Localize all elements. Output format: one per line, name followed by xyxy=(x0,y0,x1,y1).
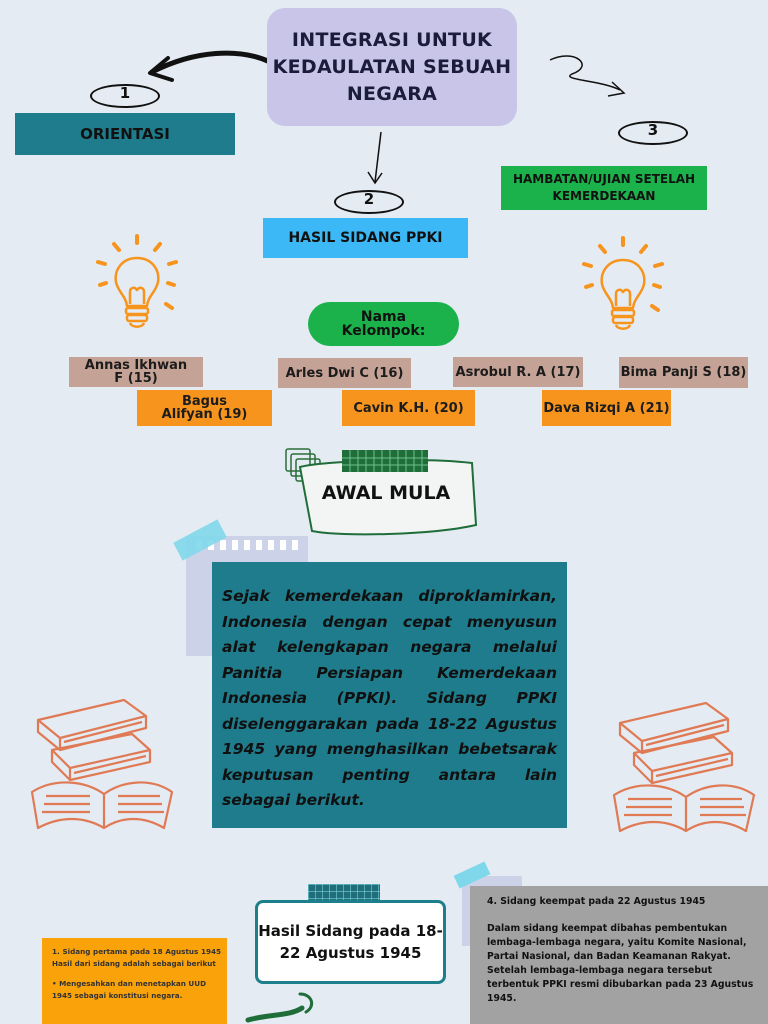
result-fourth-body: Dalam sidang keempat dibahas pembentukan lembaga-lembaga negara, yaitu Komite Nasional, Partai Nasional, dan Badan Keamanan Rakyat. Setelah lembaga-lembaga negara tersebut terbentuk PPKI resmi dibubarkan pada 23 Agustus 1945. xyxy=(487,923,754,1004)
result-card-first xyxy=(42,938,227,1024)
number-oval-3: 3 xyxy=(618,121,688,145)
tag-hasil-sidang: HASIL SIDANG PPKI xyxy=(263,218,468,258)
member-name: Bagus Alifyan (19) xyxy=(137,390,272,426)
result-fourth-title: 4. Sidang keempat pada 22 Agustus 1945 xyxy=(487,896,706,907)
result-first-title: 1. Sidang pertama pada 18 Agustus 1945 Hasil dari sidang adalah sebagai berikut xyxy=(52,947,221,968)
lightbulb-icon xyxy=(92,230,187,335)
arrow-to-orientasi xyxy=(152,53,270,72)
lightbulb-icon xyxy=(578,232,673,337)
tag-hambatan: HAMBATAN/UJIAN SETELAH KEMERDEKAAN xyxy=(501,166,707,210)
section-heading: AWAL MULA xyxy=(321,482,451,504)
number-oval-1: 1 xyxy=(90,84,160,108)
member-name: Arles Dwi C (16) xyxy=(278,358,411,388)
group-heading: Nama Kelompok: xyxy=(308,302,459,346)
main-title: INTEGRASI UNTUK KEDAULATAN SEBUAH NEGARA xyxy=(267,8,517,126)
section-body: Sejak kemerdekaan diproklamirkan, Indonesia dengan cepat menyusun alat kelengkapan negara melalui Panitia Persiapan Kemerdekaan Indonesia (PPKI). Sidang PPKI diselenggarakan pada 18-22 Agustus 1945 yang menghasilkan bebetsarak keputusan penting antara lain sebagai berikut. xyxy=(212,562,567,828)
books-icon xyxy=(24,692,179,837)
tag-orientasi: ORIENTASI xyxy=(15,113,235,155)
member-name: Asrobul R. A (17) xyxy=(453,357,583,387)
member-name: Cavin K.H. (20) xyxy=(342,390,475,426)
results-heading: Hasil Sidang pada 18-22 Agustus 1945 xyxy=(255,900,446,984)
member-name: Bima Panji S (18) xyxy=(619,357,748,388)
result-card-fourth xyxy=(470,886,768,1024)
number-oval-2: 2 xyxy=(334,190,404,214)
member-name: Annas Ikhwan F (15) xyxy=(69,357,203,387)
result-first-bullet: • Mengesahkan dan menetapkan UUD 1945 sebagai konstitusi negara. xyxy=(52,979,207,1000)
curl-decoration xyxy=(240,988,330,1024)
member-name: Dava Rizqi A (21) xyxy=(542,390,671,426)
books-icon xyxy=(606,695,761,840)
arrow-to-hambatan xyxy=(550,56,620,90)
